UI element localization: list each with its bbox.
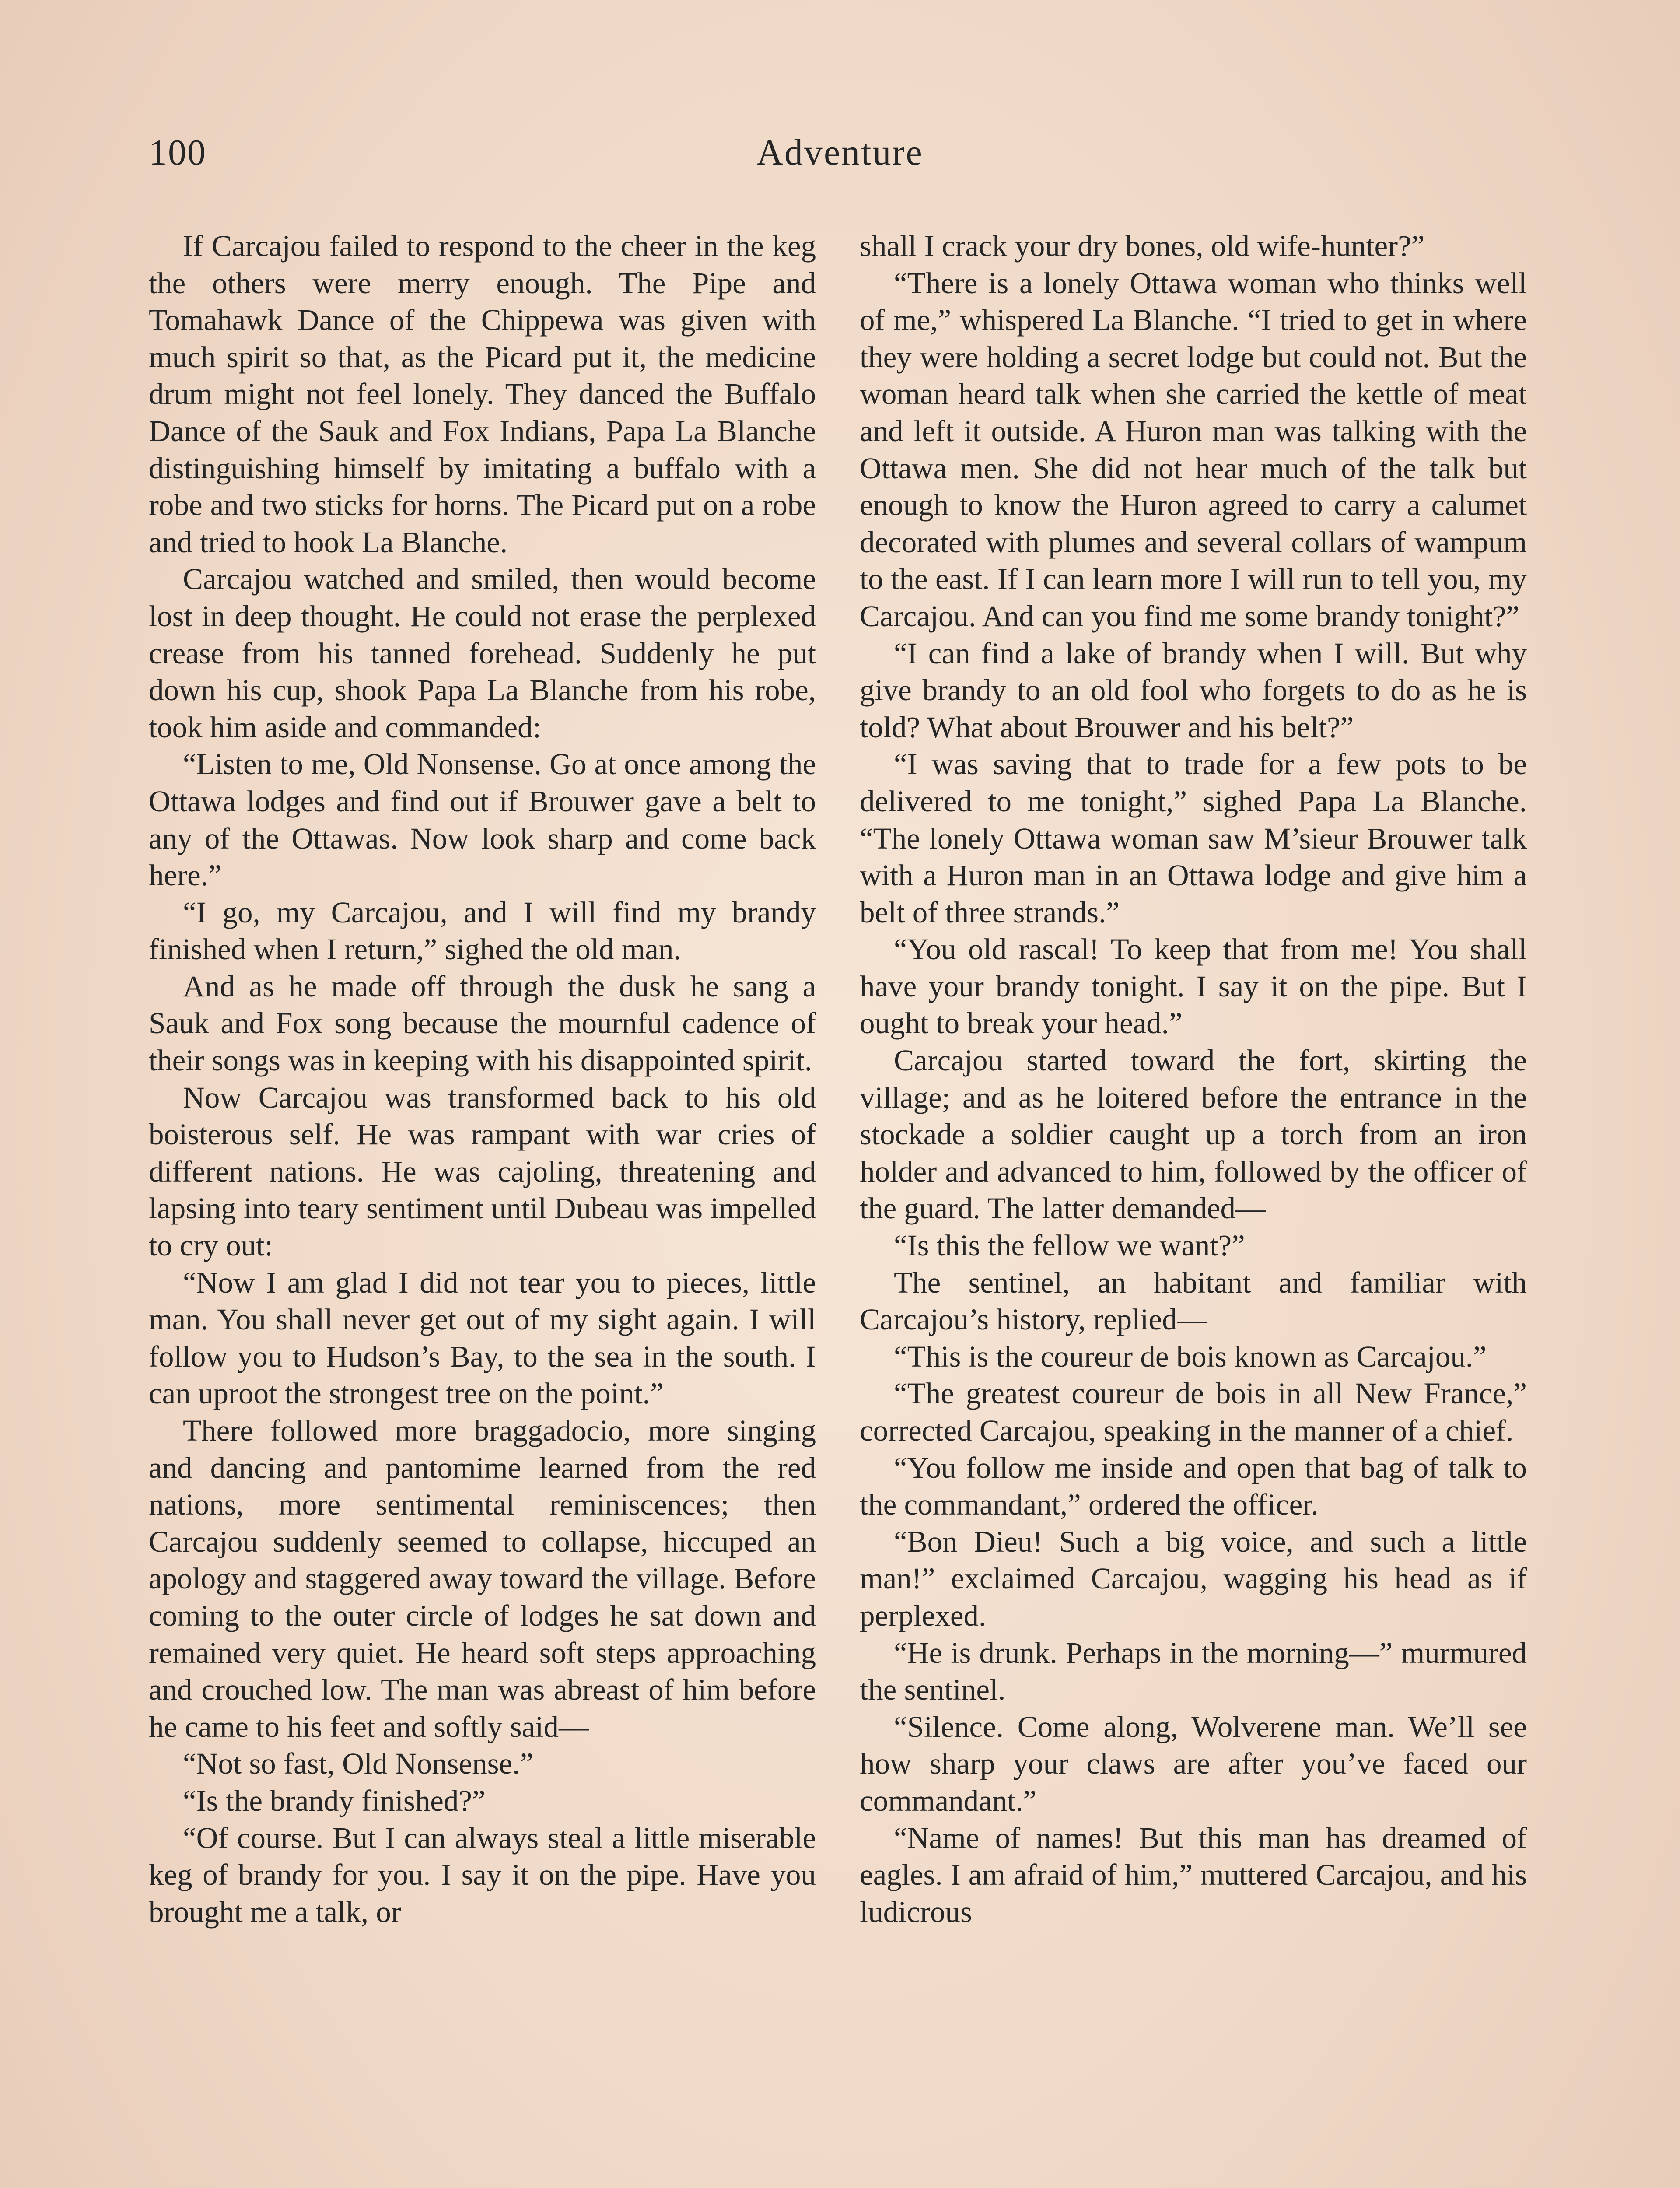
paragraph: If Carcajou failed to respond to the cheer in the keg the others were merry enough. The Pipe and Tomahawk Dance of the Chippewa was given with much spirit so that, as the Picard put it, the medicine drum might not feel lonely. They danced the Buffalo Dance of the Sauk and Fox Indians, Papa La Blanche distinguishing himself by imitating a buffalo with a robe and two sticks for horns. The Picard put on a robe and tried to hook La Blanche. [149,229,816,559]
paragraph: Now Carcajou was transformed back to his old boisterous self. He was rampant with war cries of different nations. He was cajoling, threatening and lapsing into teary sentiment until Dubeau was impelled to cry out: [149,1080,816,1262]
paragraph: “Is the brandy finished?” [183,1784,486,1817]
paragraph: “The greatest coureur de bois in all New France,” corrected Carcajou, speaking in the manner of a chief. [860,1377,1527,1447]
paragraph: “Listen to me, Old Nonsense. Go at once among the Ottawa lodges and find out if Brouwer gave a belt to any of the Ottawas. Now look sharp and come back here.” [149,747,816,892]
paragraph: “You follow me inside and open that bag of talk to the commandant,” ordered the officer. [860,1451,1527,1522]
right-text-column [860,228,1527,1930]
paragraph: “You old rascal! To keep that from me! You shall have your brandy tonight. I say it on the pipe. But I ought to break your head.” [860,933,1527,1040]
paragraph: “This is the coureur de bois known as Carcajou.” [894,1339,1487,1373]
paragraph: “Silence. Come along, Wolverene man. We’ll see how sharp your claws are after you’ve faced our commandant.” [860,1710,1527,1817]
paragraph: “Name of names! But this man has dreamed of eagles. I am afraid of him,” muttered Carcajou, and his ludicrous [860,1821,1527,1929]
paragraph: “I can find a lake of brandy when I will. But why give brandy to an old fool who forgets to do as he is told? What about Brouwer and his belt?” [860,636,1527,744]
paragraph: The sentinel, an habitant and familiar with Carcajou’s history, replied— [860,1266,1527,1336]
paragraph: And as he made off through the dusk he sang a Sauk and Fox song because the mournful cadence of their songs was in keeping with his disappointed spirit. [149,969,816,1077]
page-number: 100 [149,132,206,173]
paragraph: “He is drunk. Perhaps in the morning—” murmured the sentinel. [860,1636,1527,1707]
magazine-title: Adventure [756,132,924,173]
left-text-column [149,228,816,1930]
paragraph: “I was saving that to trade for a few pots to be delivered to me tonight,” sighed Papa La Blanche. “The lonely Ottawa woman saw M’sieur Brouwer talk with a Huron man in an Ottawa lodge and give him a belt of three strands.” [860,747,1527,929]
paragraph: “Is this the fellow we want?” [894,1229,1245,1262]
paragraph: “Of course. But I can always steal a little miserable keg of brandy for you. I say it on the pipe. Have you brought me a talk, or [149,1821,816,1929]
paragraph: “Now I am glad I did not tear you to pieces, little man. You shall never get out of my sight again. I will follow you to Hudson’s Bay, to the sea in the south. I can uproot the strongest tree on the point.” [149,1266,816,1410]
paragraph: “I go, my Carcajou, and I will find my brandy finished when I return,” sighed the old man. [149,895,816,966]
paragraph: shall I crack your dry bones, old wife-hunter?” [860,229,1425,263]
page-header [149,131,1531,197]
paragraph: There followed more braggadocio, more singing and dancing and pantomime learned from the red nations, more sentimental reminiscences; then Carcajou suddenly seemed to collapse, hiccuped an apology and staggered away toward the village. Before coming to the outer circle of lodges he sat down and remained very quiet. He heard soft steps approaching and crouched low. The man was abreast of him before he came to his feet and softly said— [149,1414,816,1743]
paragraph: Carcajou started toward the fort, skirting the village; and as he loitered before the entrance in the stockade a soldier caught up a torch from an iron holder and advanced to him, followed by the officer of the guard. The latter demanded— [860,1044,1527,1225]
paragraph: Carcajou watched and smiled, then would become lost in deep thought. He could not erase the perplexed crease from his tanned forehead. Suddenly he put down his cup, shook Papa La Blanche from his robe, took him aside and commanded: [149,562,816,744]
paragraph: “Not so fast, Old Nonsense.” [183,1747,534,1781]
paragraph: “There is a lonely Ottawa woman who thinks well of me,” whispered La Blanche. “I tried to get in where they were holding a secret lodge but could not. But the woman heard talk when she carried the kettle of meat and left it outside. A Huron man was talking with the Ottawa men. She did not hear much of the talk but enough to know the Huron agreed to carry a calumet decorated with plumes and several collars of wampum to the east. If I can learn more I will run to tell you, my Carcajou. And can you find me some brandy tonight?” [860,266,1527,633]
paragraph: “Bon Dieu! Such a big voice, and such a little man!” exclaimed Carcajou, wagging his head as if perplexed. [860,1525,1527,1632]
